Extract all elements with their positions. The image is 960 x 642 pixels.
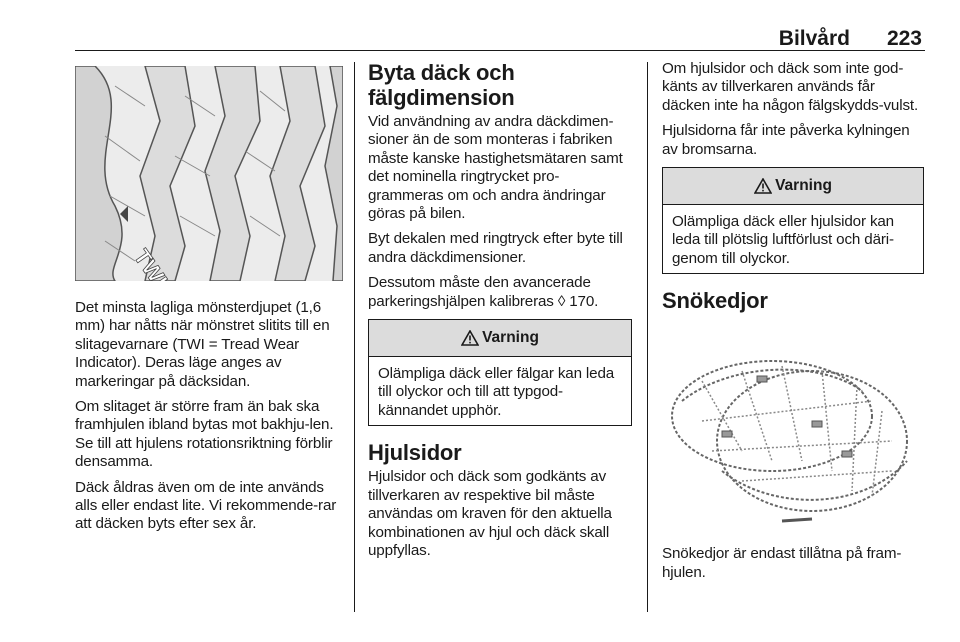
header-rule <box>75 50 925 51</box>
paragraph-wheel-covers: Hjulsidor och däck som godkänts av tillverkaren av respektive bil måste användas om kraven för den aktuella kombinationen av hjul och däck skall uppfyllas. <box>368 468 612 559</box>
tire-tread-drawing <box>75 66 343 281</box>
heading-change-tire-size: Byta däck och fälgdimension <box>368 60 515 110</box>
tire-tread-illustration <box>75 66 343 281</box>
warning-triangle-icon <box>754 178 772 194</box>
warning-header <box>369 320 631 357</box>
column-divider-1 <box>354 62 355 612</box>
paragraph-wear-rotation: Om slitaget är större fram än bak ska framhjulen ibland bytas mot bakhju-len. Se till att hjulens rotationsriktning förblir densamma. <box>75 398 334 471</box>
heading-snow-chains: Snökedjor <box>662 288 768 314</box>
twi-label: TWI <box>128 244 173 281</box>
snow-chains-illustration <box>662 321 924 531</box>
warning-text: Olämpliga däck eller hjulsidor kan leda till plötslig luftförlust och däri-genom till olyckor. <box>672 213 894 267</box>
heading-wheel-covers: Hjulsidor <box>368 440 462 466</box>
paragraph-pressure-label: Byt dekalen med ringtryck efter byte till andra däckdimensioner. <box>368 230 623 266</box>
warning-title: Varning <box>482 329 539 347</box>
warning-triangle-icon <box>461 330 479 346</box>
paragraph-other-dimensions: Vid användning av andra däckdimen-sioner än de som monteras i fabriken måste kanske hastighetsmätaren samt det nominella ringtrycket pro-grammeras om och andra ändringar göras på bilen. <box>368 113 623 223</box>
header-page-number: 223 <box>886 27 922 50</box>
warning-box-tires <box>368 319 632 426</box>
warning-box-covers <box>662 167 924 274</box>
warning-title: Varning <box>775 177 832 195</box>
paragraph-parking-assist: Dessutom måste den avancerade parkeringshjälpen kalibreras ◊ 170. <box>368 274 599 310</box>
paragraph-unapproved-covers: Om hjulsidor och däck som inte god-känts av tillverkaren används får däcken inte ha någon fälgskydds-vulst. <box>662 60 919 114</box>
column-2 <box>368 60 632 567</box>
column-3 <box>662 60 924 589</box>
warning-text: Olämpliga däck eller fälgar kan leda till olyckor och till att typgod-kännandet upphör. <box>378 365 615 419</box>
paragraph-snow-chains: Snökedjor är endast tillåtna på fram-hjulen. <box>662 545 902 581</box>
warning-header <box>663 168 923 205</box>
paragraph-brake-cooling: Hjulsidorna får inte påverka kylningen av bromsarna. <box>662 122 910 158</box>
paragraph-tire-aging: Däck åldras även om de inte används alls eller endast lite. Vi rekommende-rar att däcken byts efter sex år. <box>75 478 337 533</box>
snow-chains-drawing <box>662 321 924 531</box>
column-divider-2 <box>647 62 648 612</box>
paragraph-tread-depth: Det minsta lagliga mönsterdjupet (1,6 mm) har nåtts när mönstret slitits till en slitagevarnare (TWI = Tread Wear Indicator). Deras läge anges av markeringar på däcksidan. <box>75 299 330 390</box>
header-section-title: Bilvård <box>778 27 850 50</box>
column-1 <box>75 60 343 541</box>
